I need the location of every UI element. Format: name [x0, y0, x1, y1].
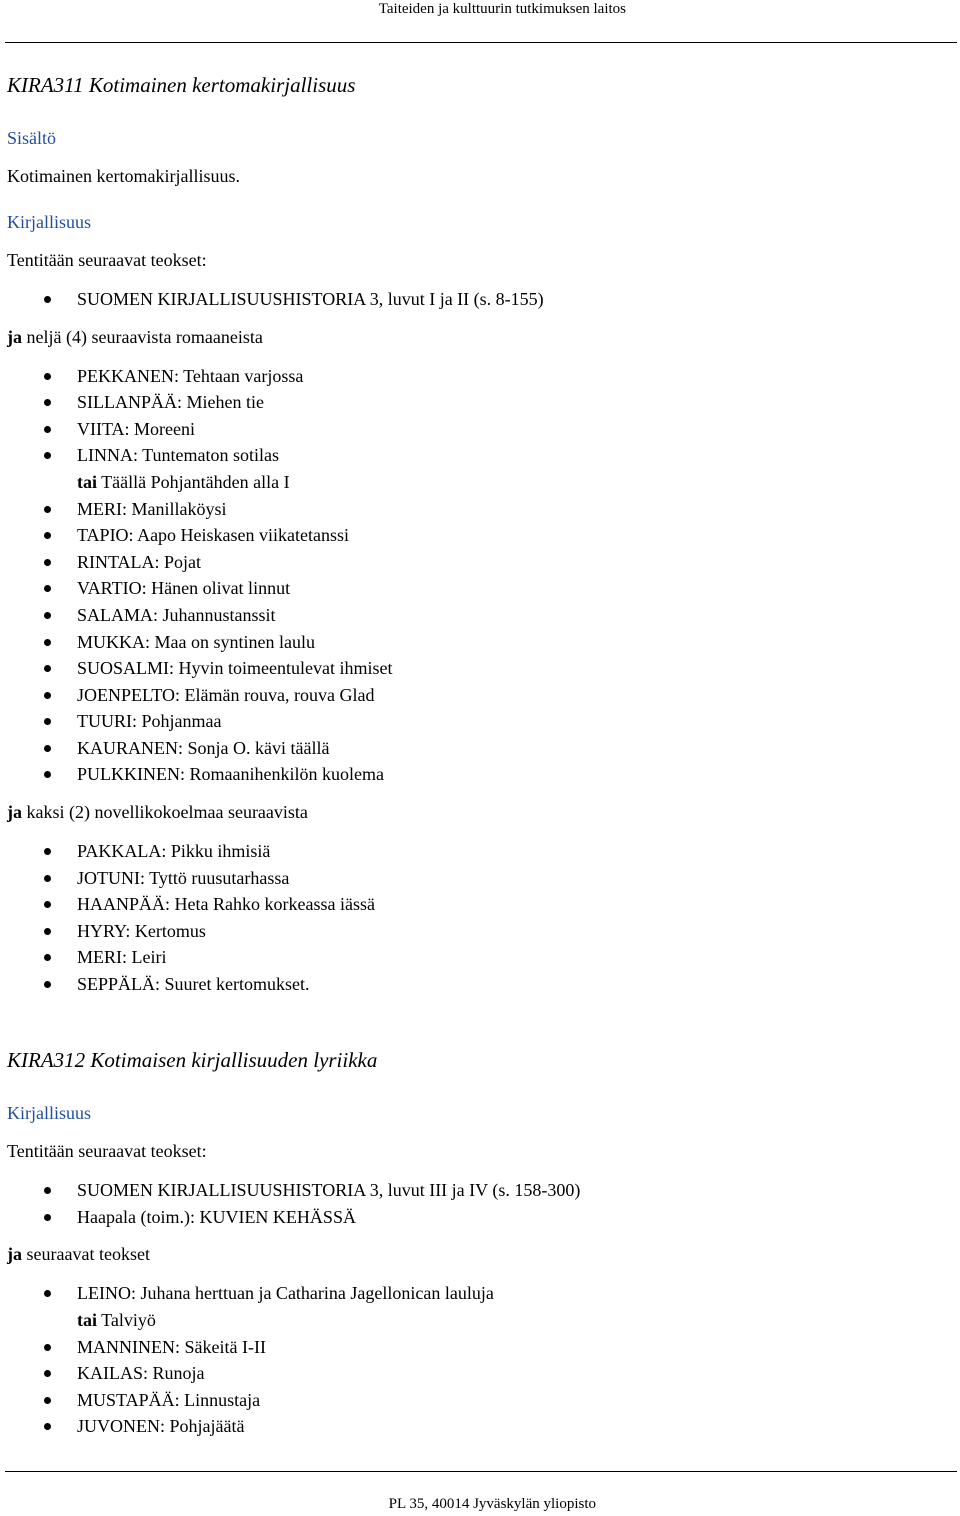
bullet	[44, 532, 51, 539]
bullet	[44, 585, 51, 592]
list-item: HAANPÄÄ: Heta Rahko korkeassa iässä	[77, 894, 375, 914]
list-item: LINNA: Tuntematon sotilas	[77, 445, 280, 465]
bullet	[44, 1187, 51, 1194]
bullet	[44, 718, 51, 725]
list-item: MERI: Manillaköysi	[77, 499, 227, 519]
list-item: MUKKA: Maa on syntinen laulu	[77, 632, 315, 652]
stories-intro: ja kaksi (2) novellikokoelmaa seuraavista	[7, 802, 308, 822]
bullet	[44, 1344, 51, 1351]
tentitaan-text: Tentitään seuraavat teokset:	[7, 1141, 207, 1161]
list-item: PEKKANEN: Tehtaan varjossa	[77, 366, 304, 386]
list-item: JOENPELTO: Elämän rouva, rouva Glad	[77, 685, 375, 705]
bullet	[44, 506, 51, 513]
list-item: HYRY: Kertomus	[77, 921, 206, 941]
header-rule	[5, 42, 957, 43]
list-item: Haapala (toim.): KUVIEN KEHÄSSÄ	[77, 1207, 356, 1227]
bullet	[44, 559, 51, 566]
bullet	[44, 612, 51, 619]
kirjallisuus-heading: Kirjallisuus	[7, 1103, 91, 1123]
bullet	[44, 848, 51, 855]
footer-rule	[5, 1471, 957, 1472]
bullet	[44, 1397, 51, 1404]
bullet	[44, 771, 51, 778]
list-item: SUOSALMI: Hyvin toimeentulevat ihmiset	[77, 658, 393, 678]
course-title-kira312: KIRA312 Kotimaisen kirjallisuuden lyriikka	[7, 1048, 378, 1072]
bullet	[44, 296, 51, 303]
list-item: MERI: Leiri	[77, 947, 167, 967]
list-item: JOTUNI: Tyttö ruusutarhassa	[77, 868, 290, 888]
bullet	[44, 1423, 51, 1430]
bullet	[44, 901, 51, 908]
tentitaan-text: Tentitään seuraavat teokset:	[7, 250, 207, 270]
list-item-alternative: tai Täällä Pohjantähden alla I	[77, 472, 290, 492]
bullet	[44, 399, 51, 406]
list-item: SILLANPÄÄ: Miehen tie	[77, 392, 264, 412]
bullet	[44, 928, 51, 935]
list-item: KAILAS: Runoja	[77, 1363, 205, 1383]
bullet	[44, 875, 51, 882]
bullet	[44, 745, 51, 752]
kirjallisuus-heading: Kirjallisuus	[7, 212, 91, 232]
list-item: TAPIO: Aapo Heiskasen viikatetanssi	[77, 525, 350, 545]
list-item: RINTALA: Pojat	[77, 552, 202, 572]
page-header: Taiteiden ja kulttuurin tutkimuksen laitos	[378, 1, 626, 17]
bullet	[44, 954, 51, 961]
list-item: TUURI: Pohjanmaa	[77, 711, 222, 731]
bullet	[44, 639, 51, 646]
bullet	[44, 981, 51, 988]
list-item: PAKKALA: Pikku ihmisiä	[77, 841, 271, 861]
novels-intro: ja neljä (4) seuraavista romaaneista	[7, 327, 263, 347]
page-footer: PL 35, 40014 Jyväskylän yliopisto	[388, 1496, 596, 1512]
bullet	[44, 1290, 51, 1297]
list-item: VIITA: Moreeni	[77, 419, 196, 439]
bullet	[44, 373, 51, 380]
poems-intro: ja seuraavat teokset	[7, 1244, 150, 1264]
list-item: SUOMEN KIRJALLISUUSHISTORIA 3, luvut III ja IV (s. 158-300)	[77, 1180, 581, 1200]
list-item: LEINO: Juhana herttuan ja Catharina Jagellonican lauluja	[77, 1283, 494, 1303]
course-title-kira311: KIRA311 Kotimainen kertomakirjallisuus	[7, 73, 356, 97]
sisalto-text: Kotimainen kertomakirjallisuus.	[7, 166, 240, 186]
bullet	[44, 692, 51, 699]
list-item: SUOMEN KIRJALLISUUSHISTORIA 3, luvut I ja II (s. 8-155)	[77, 289, 544, 309]
sisalto-heading: Sisältö	[7, 128, 57, 148]
bullet	[44, 1214, 51, 1221]
bullet	[44, 665, 51, 672]
list-item: SALAMA: Juhannustanssit	[77, 605, 276, 625]
list-item: PULKKINEN: Romaanihenkilön kuolema	[77, 764, 384, 784]
list-item: MANNINEN: Säkeitä I-II	[77, 1337, 266, 1357]
list-item-alternative: tai Talviyö	[77, 1310, 156, 1330]
bullet	[44, 1370, 51, 1377]
list-item: KAURANEN: Sonja O. kävi täällä	[77, 738, 330, 758]
list-item: VARTIO: Hänen olivat linnut	[77, 578, 291, 598]
list-item: MUSTAPÄÄ: Linnustaja	[77, 1390, 261, 1410]
list-item: SEPPÄLÄ: Suuret kertomukset.	[77, 974, 310, 994]
bullet	[44, 426, 51, 433]
list-item: JUVONEN: Pohjajäätä	[77, 1416, 245, 1436]
bullet	[44, 452, 51, 459]
